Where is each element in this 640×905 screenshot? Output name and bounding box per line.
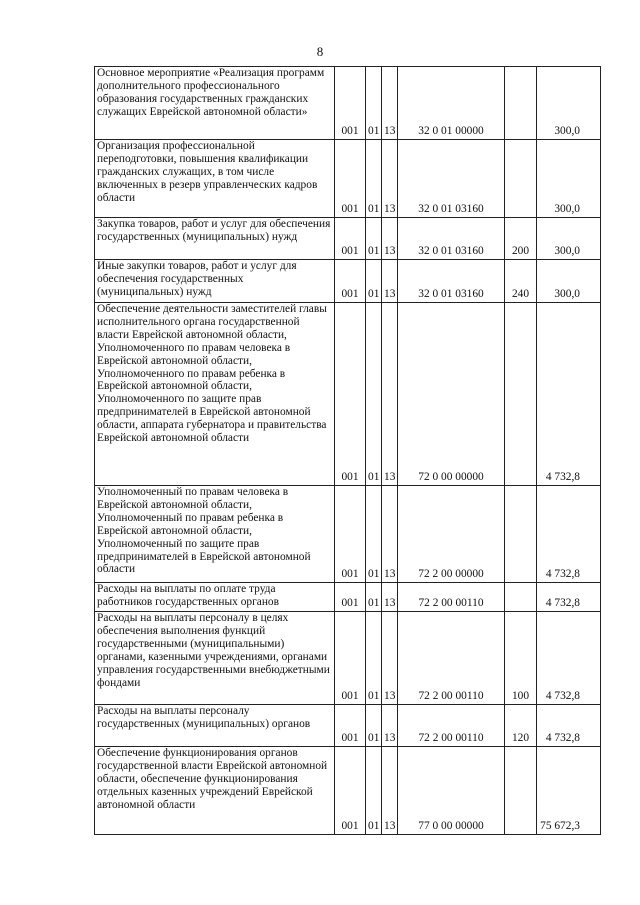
ministry-code-cell: 001 [335, 612, 366, 705]
table-row [95, 140, 601, 218]
table-row [95, 67, 601, 140]
section-code-cell: 01 [366, 612, 382, 705]
section-code-cell: 01 [366, 747, 382, 835]
ministry-code-cell: 001 [335, 705, 366, 747]
expense-type-cell [505, 303, 537, 486]
subsection-code-cell: 13 [382, 612, 398, 705]
amount-cell: 300,0 [537, 140, 601, 218]
target-article-cell: 32 0 01 03160 [398, 260, 505, 303]
section-code-cell: 01 [366, 303, 382, 486]
amount-cell: 300,0 [537, 260, 601, 303]
target-article-cell: 72 2 00 00000 [398, 486, 505, 583]
expense-name-cell: Расходы на выплаты персоналу в целях обеспечения выполнения функций государственными (муниципальными) органами, казенными учреждениями, органами управления государственными внебюджетными фондами [95, 612, 335, 705]
target-article-cell: 72 2 00 00110 [398, 612, 505, 705]
amount-cell: 4 732,8 [537, 303, 601, 486]
table-row [95, 583, 601, 612]
target-article-cell: 72 2 00 00110 [398, 705, 505, 747]
subsection-code-cell: 13 [382, 486, 398, 583]
ministry-code-cell: 001 [335, 218, 366, 260]
subsection-code-cell: 13 [382, 303, 398, 486]
section-code-cell: 01 [366, 140, 382, 218]
section-code-cell: 01 [366, 486, 382, 583]
table-row [95, 303, 601, 486]
ministry-code-cell: 001 [335, 747, 366, 835]
target-article-cell: 72 2 00 00110 [398, 583, 505, 612]
expense-name-cell: Расходы на выплаты по оплате труда работников государственных органов [95, 583, 335, 612]
section-code-cell: 01 [366, 583, 382, 612]
section-code-cell: 01 [366, 260, 382, 303]
amount-cell: 300,0 [537, 67, 601, 140]
section-code-cell: 01 [366, 218, 382, 260]
ministry-code-cell: 001 [335, 140, 366, 218]
expense-name-cell: Обеспечение деятельности заместителей главы исполнительного органа государственной власти Еврейской автономной области, Уполномоченного по правам человека в Еврейской автономной области, Уполномоченного по правам ребенка в Еврейской автономной области, Уполномоченного по защите прав предпринимателей в Еврейской автономной области, аппарата губернатора и правительства Еврейской автономной области [95, 303, 335, 486]
expense-name-cell: Организация профессиональной переподготовки, повышения квалификации гражданских служащих, в том числе включенных в резерв управленческих кадров области [95, 140, 335, 218]
ministry-code-cell: 001 [335, 486, 366, 583]
expense-type-cell: 240 [505, 260, 537, 303]
table-row [95, 747, 601, 835]
table-row [95, 612, 601, 705]
subsection-code-cell: 13 [382, 67, 398, 140]
amount-cell: 4 732,8 [537, 486, 601, 583]
table-row [95, 486, 601, 583]
subsection-code-cell: 13 [382, 705, 398, 747]
target-article-cell: 32 0 01 03160 [398, 218, 505, 260]
ministry-code-cell: 001 [335, 583, 366, 612]
section-code-cell: 01 [366, 705, 382, 747]
amount-cell: 75 672,3 [537, 747, 601, 835]
expense-name-cell: Расходы на выплаты персоналу государственных (муниципальных) органов [95, 705, 335, 747]
expense-type-cell [505, 583, 537, 612]
expense-type-cell [505, 140, 537, 218]
page-number: 8 [316, 44, 324, 59]
subsection-code-cell: 13 [382, 747, 398, 835]
target-article-cell: 32 0 01 00000 [398, 67, 505, 140]
subsection-code-cell: 13 [382, 260, 398, 303]
table-row [95, 218, 601, 260]
amount-cell: 4 732,8 [537, 705, 601, 747]
amount-cell: 300,0 [537, 218, 601, 260]
expense-type-cell [505, 67, 537, 140]
target-article-cell: 72 0 00 00000 [398, 303, 505, 486]
amount-cell: 4 732,8 [537, 612, 601, 705]
expense-type-cell: 200 [505, 218, 537, 260]
budget-table [94, 66, 601, 835]
expense-type-cell [505, 747, 537, 835]
ministry-code-cell: 001 [335, 260, 366, 303]
subsection-code-cell: 13 [382, 583, 398, 612]
table-row [95, 260, 601, 303]
expense-name-cell: Уполномоченный по правам человека в Еврейской автономной области, Уполномоченный по правам ребенка в Еврейской автономной области, Уполномоченный по защите прав предпринимателей в Еврейской автономной области [95, 486, 335, 583]
expense-type-cell: 100 [505, 612, 537, 705]
section-code-cell: 01 [366, 67, 382, 140]
target-article-cell: 77 0 00 00000 [398, 747, 505, 835]
expense-name-cell: Обеспечение функционирования органов государственной власти Еврейской автономной области, обеспечение функционирования отдельных казенных учреждений Еврейской автономной области [95, 747, 335, 835]
ministry-code-cell: 001 [335, 303, 366, 486]
amount-cell: 4 732,8 [537, 583, 601, 612]
expense-name-cell: Основное мероприятие «Реализация программ дополнительного профессионального образования государственных гражданских служащих Еврейской автономной области» [95, 67, 335, 140]
subsection-code-cell: 13 [382, 140, 398, 218]
expense-name-cell: Иные закупки товаров, работ и услуг для обеспечения государственных (муниципальных) нужд [95, 260, 335, 303]
expense-name-cell: Закупка товаров, работ и услуг для обеспечения государственных (муниципальных) нужд [95, 218, 335, 260]
expense-type-cell: 120 [505, 705, 537, 747]
ministry-code-cell: 001 [335, 67, 366, 140]
expense-type-cell [505, 486, 537, 583]
table-row [95, 705, 601, 747]
target-article-cell: 32 0 01 03160 [398, 140, 505, 218]
subsection-code-cell: 13 [382, 218, 398, 260]
